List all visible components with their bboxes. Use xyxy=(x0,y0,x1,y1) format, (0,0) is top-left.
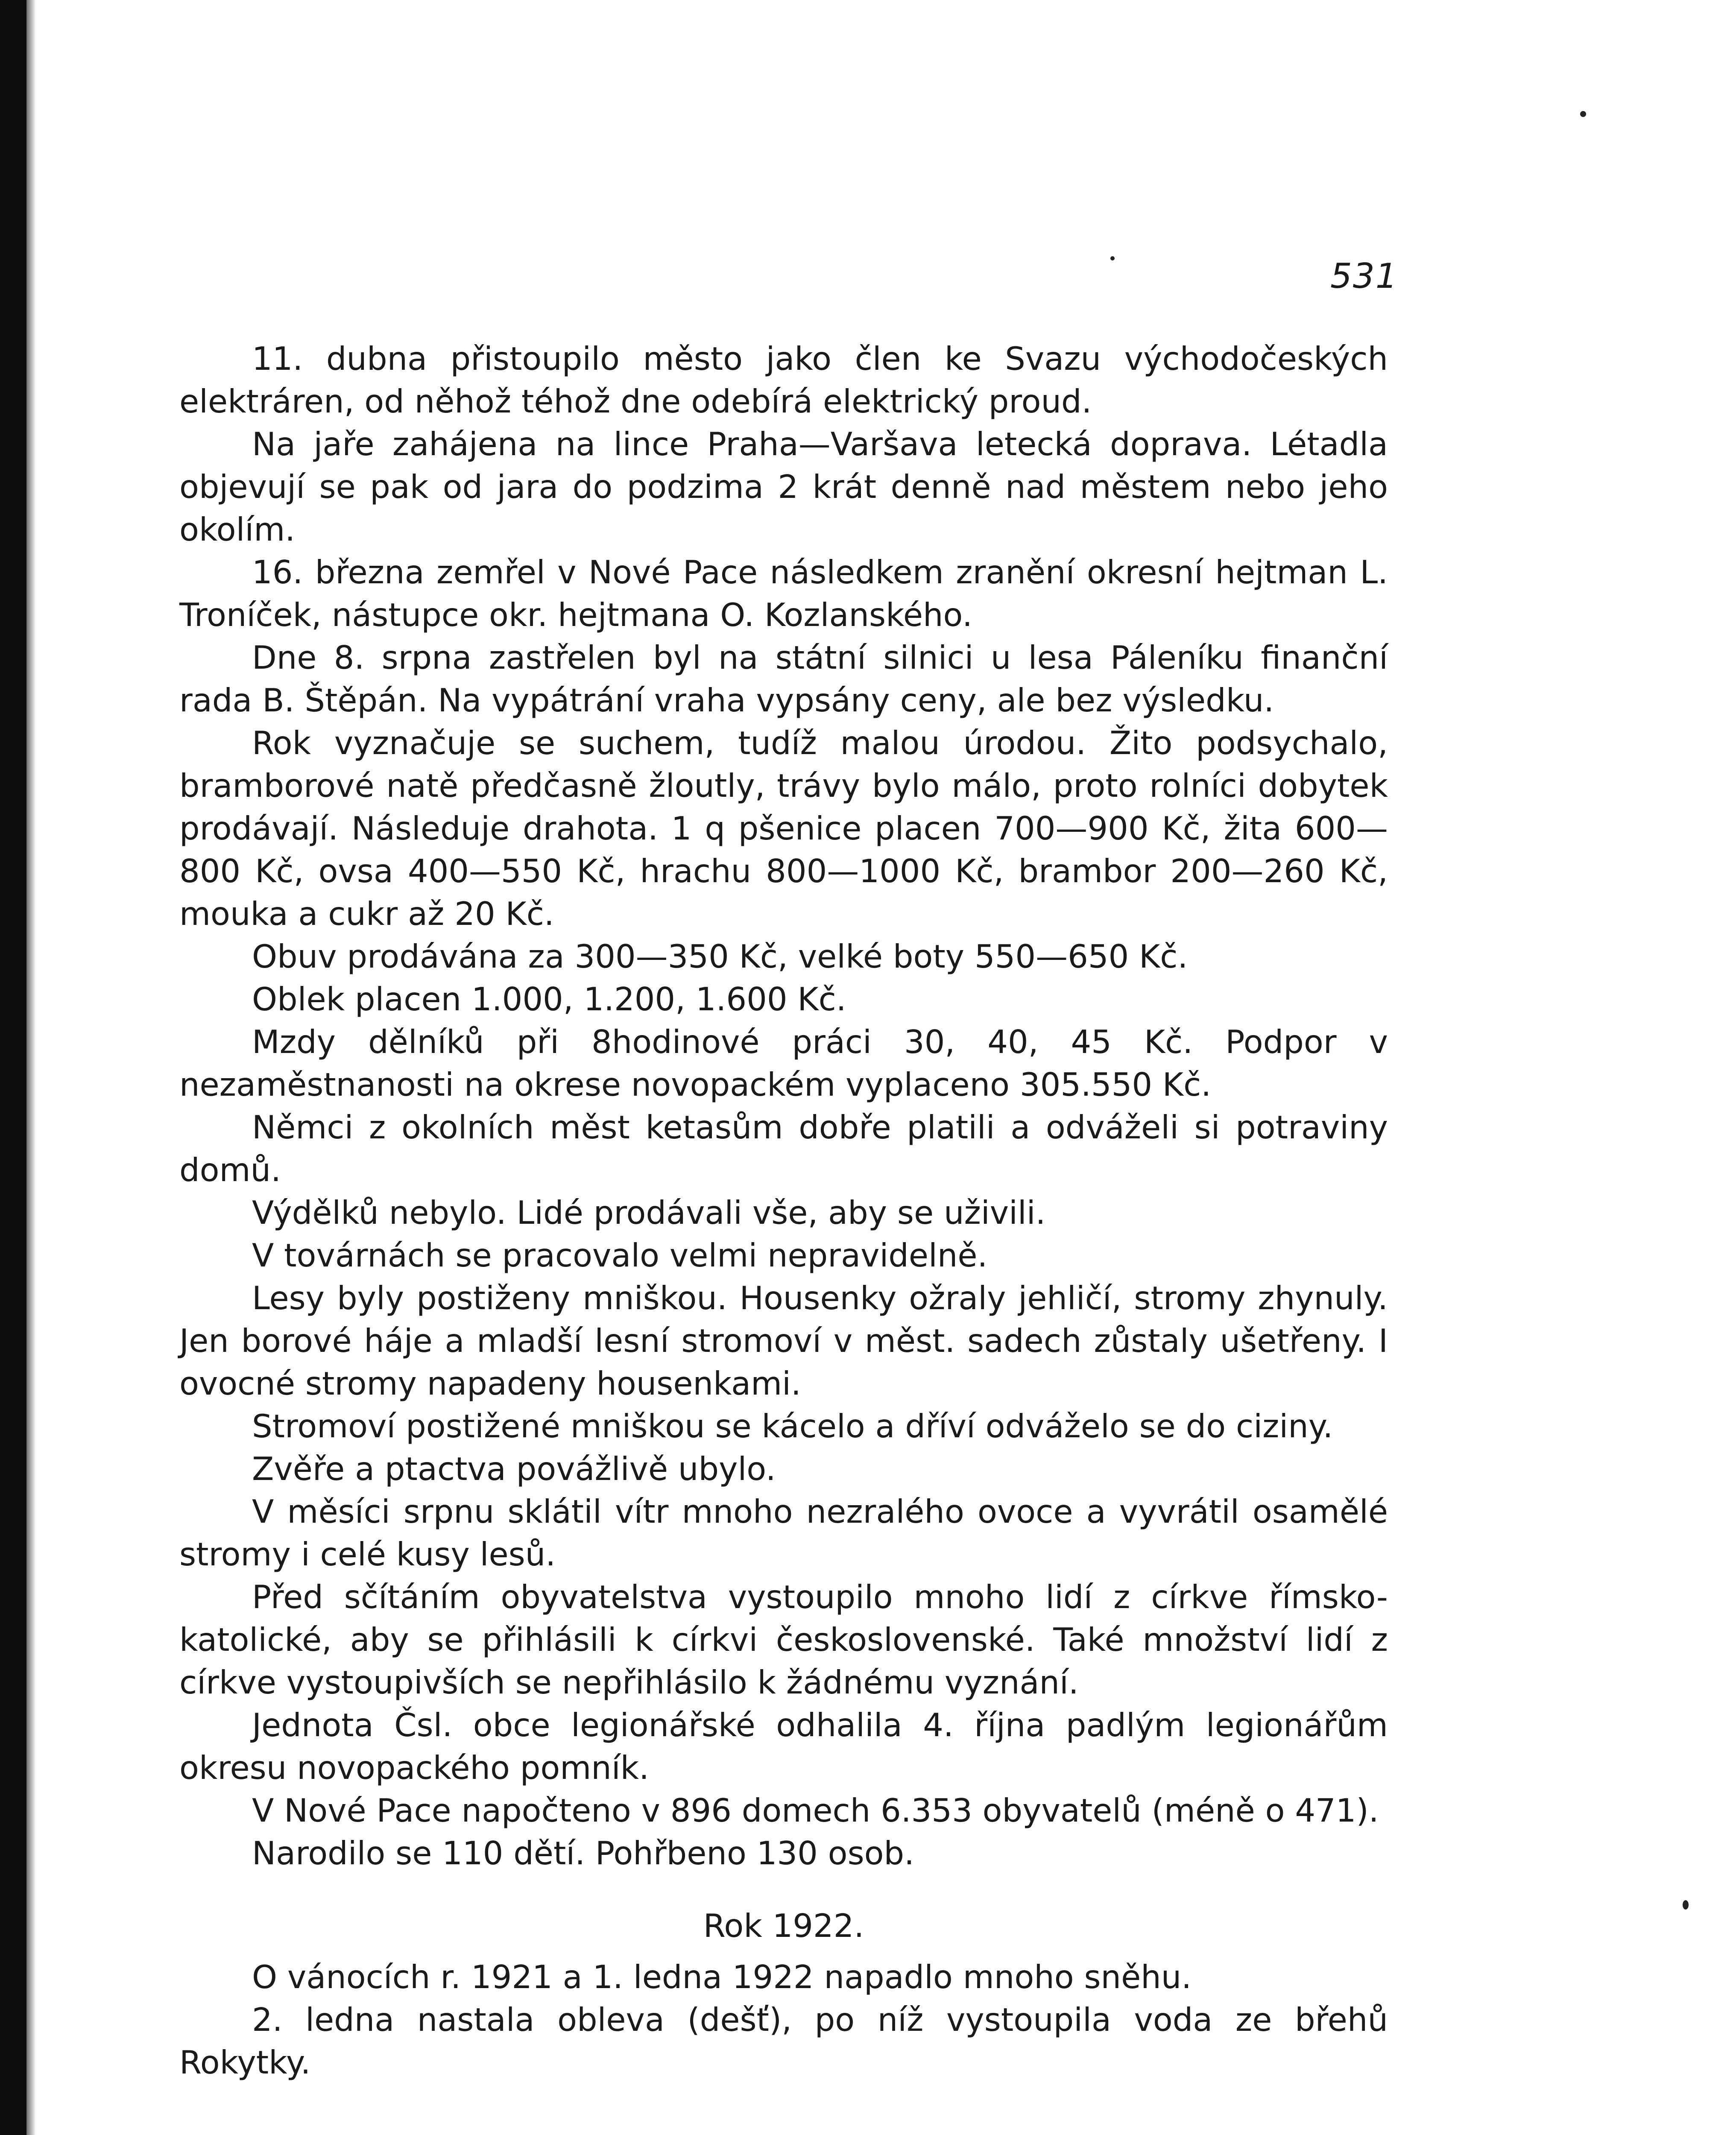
paragraph: O vánocích r. 1921 a 1. ledna 1922 napadlo mnoho sněhu. xyxy=(252,1958,1192,1996)
scan-speck xyxy=(1683,1900,1689,1910)
scan-edge-shadow xyxy=(26,0,36,2135)
paragraph: V továrnách se pracovalo velmi nepravidelně. xyxy=(252,1237,988,1274)
paragraph: Zvěře a ptactva povážlivě ubylo. xyxy=(252,1450,776,1488)
paragraph: Výdělků nebylo. Lidé prodávali vše, aby se uživili. xyxy=(252,1194,1046,1231)
paragraph: 2. ledna nastala obleva (dešť), po níž vystoupila voda ze břehů Rokytky. xyxy=(179,2001,1388,2081)
paragraph: Jednota Čsl. obce legionářské odhalila 4. října padlým legionářům okresu novopackého pomník. xyxy=(179,1706,1388,1787)
paragraph: Rok vyznačuje se suchem, tudíž malou úrodou. Žito podsychalo, bramborové natě předčasně žloutly, trávy bylo málo, proto rolníci dobytek prodávají. Následuje drahota. 1 q pšenice placen 700—900 Kč, žita 600—800 Kč, ovsa 400—550 Kč, hrachu 800—1000 Kč, brambor 200—260 Kč, mouka a cukr až 20 Kč. xyxy=(179,724,1388,933)
paragraph: V měsíci srpnu sklátil vítr mnoho nezralého ovoce a vyvrátil osamělé stromy i celé kusy lesů. xyxy=(179,1493,1388,1573)
paragraph: 16. března zemřel v Nové Pace následkem zranění okresní hejtman L. Troníček, nástupce okr. hejtmana O. Kozlanského. xyxy=(179,553,1388,634)
paragraph: V Nové Pace napočteno v 896 domech 6.353 obyvatelů (méně o 471). xyxy=(252,1792,1379,1829)
paragraph: Lesy byly postiženy mniškou. Housenky ožraly jehličí, stromy zhynuly. Jen borové háje a mladší lesní stromoví v měst. sadech zůstaly ušetřeny. I ovocné stromy napadeny housenkami. xyxy=(179,1279,1388,1402)
paragraph: Na jaře zahájena na lince Praha—Varšava letecká doprava. Létadla objevují se pak od jara do podzima 2 krát denně nad městem nebo jeho okolím. xyxy=(179,425,1388,548)
paragraph: Oblek placen 1.000, 1.200, 1.600 Kč. xyxy=(252,980,846,1018)
page-body xyxy=(179,337,1388,2084)
paragraph: Dne 8. srpna zastřelen byl na státní silnici u lesa Páleníku finanční rada B. Štěpán. Na vypátrání vraha vypsány ceny, ale bez výsledku. xyxy=(179,639,1388,719)
paragraph: Před sčítáním obyvatelstva vystoupilo mnoho lidí z církve římsko-katolické, aby se přihlásili k církvi československé. Také množství lidí z církve vystoupivších se nepřihlásilo k žádnému vyznání. xyxy=(179,1578,1388,1701)
page-number: 531 xyxy=(1330,256,1398,296)
paragraph: Stromoví postižené mniškou se kácelo a dříví odváželo se do ciziny. xyxy=(252,1407,1333,1445)
paragraph: Narodilo se 110 dětí. Pohřbeno 130 osob. xyxy=(252,1834,914,1872)
paragraph: Němci z okolních měst ketasům dobře platili a odváželi si potraviny domů. xyxy=(179,1108,1388,1189)
scan-speck xyxy=(1110,256,1115,260)
paragraph: Obuv prodávána za 300—350 Kč, velké boty 550—650 Kč. xyxy=(252,938,1188,975)
scan-dark-edge xyxy=(0,0,26,2135)
section-heading: Rok 1922. xyxy=(703,1907,864,1945)
scan-speck xyxy=(1580,111,1586,117)
paragraph: 11. dubna přistoupilo město jako člen ke Svazu východočeských elektráren, od něhož téhož dne odebírá elektrický proud. xyxy=(179,340,1388,420)
paragraph: Mzdy dělníků při 8hodinové práci 30, 40, 45 Kč. Podpor v nezaměstnanosti na okrese novopackém vyplaceno 305.550 Kč. xyxy=(179,1023,1388,1103)
